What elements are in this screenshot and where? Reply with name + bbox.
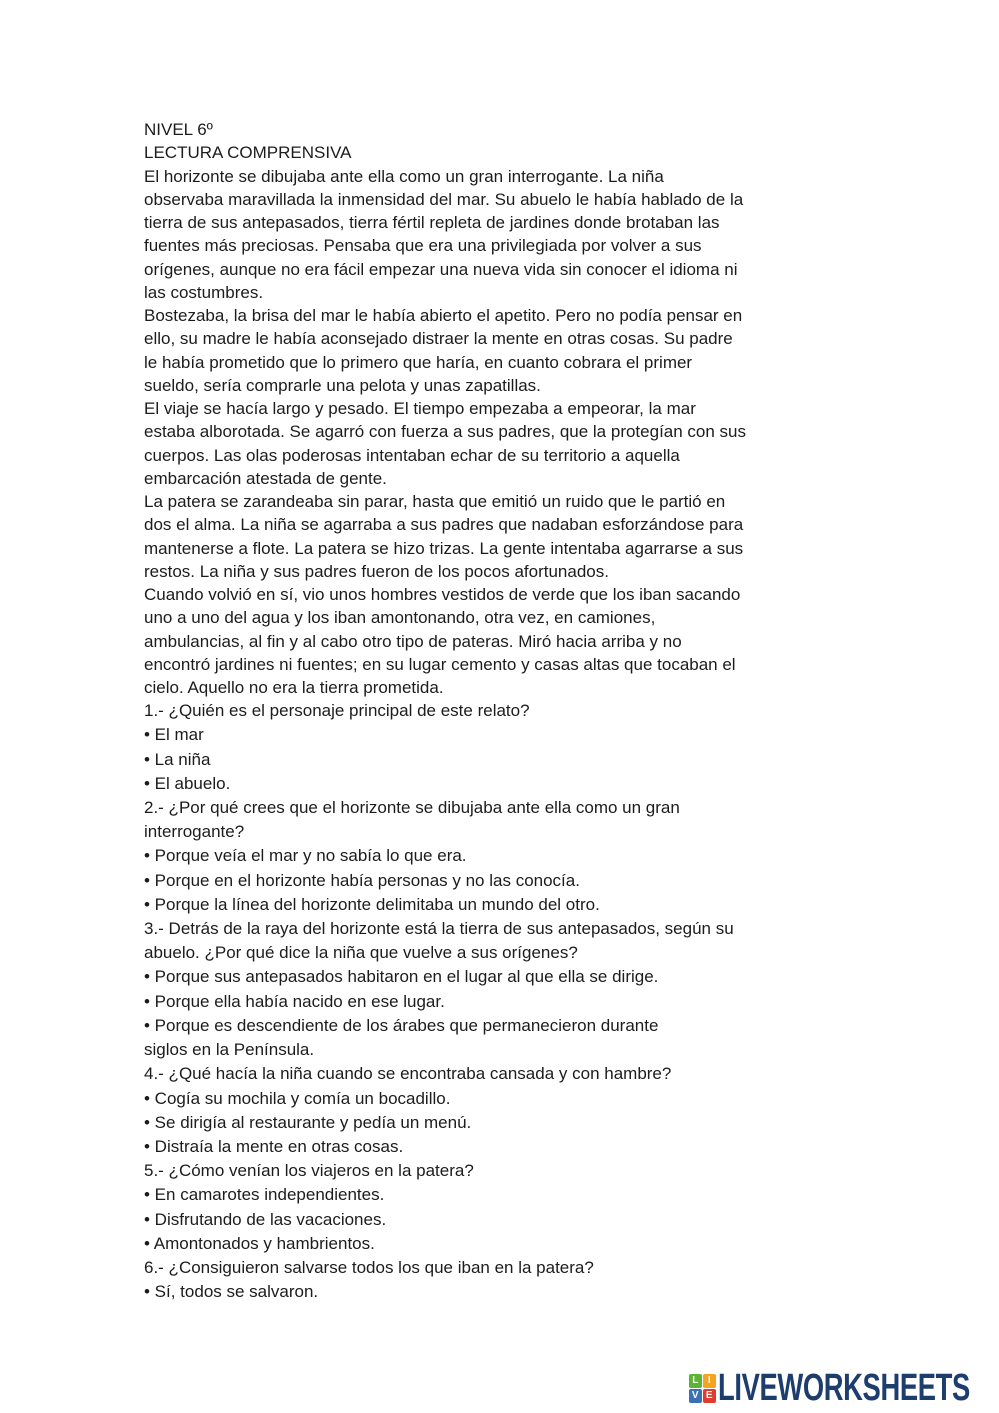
story-line: mantenerse a flote. La patera se hizo trizas. La gente intentaba agarrarse a sus [144, 538, 744, 558]
story-line: sueldo, sería comprarle una pelota y unas zapatillas. [144, 375, 541, 395]
story-line: fuentes más preciosas. Pensaba que era una privilegiada por volver a sus [144, 236, 702, 256]
story-line: uno a uno del agua y los iban amontonando, otra vez, en camiones, [144, 608, 656, 628]
level-label: NIVEL 6º [144, 120, 213, 139]
qa-line: 2.- ¿Por qué crees que el horizonte se dibujaba ante ella como un gran [144, 798, 680, 818]
story-line: encontró jardines ni fuentes; en su lugar cemento y casas altas que tocaban el [144, 654, 736, 674]
liveworksheets-icon [689, 1374, 716, 1403]
worksheet-title: LECTURA COMPRENSIVA [144, 143, 352, 163]
story-line: El viaje se hacía largo y pesado. El tiempo empezaba a empeorar, la mar [144, 399, 696, 418]
story-line: le había prometido que lo primero que haría, en cuanto cobrara el primer [144, 352, 693, 372]
story-line: observaba maravillada la inmensidad del mar. Su abuelo le había hablado de la [144, 189, 744, 209]
qa-line: 6.- ¿Consiguieron salvarse todos los que iban en la patera? [144, 1257, 594, 1277]
story-line: ambulancias, al fin y al cabo otro tipo de pateras. Miró hacia arriba y no [144, 631, 682, 651]
qa-line: • La niña [144, 749, 211, 769]
story-line: estaba alborotada. Se agarró con fuerza a sus padres, que la protegían con sus [144, 422, 747, 442]
qa-line: • Porque veía el mar y no sabía lo que era. [144, 846, 467, 866]
story-line: El horizonte se dibujaba ante ella como un gran interrogante. La niña [144, 166, 664, 186]
logo-tile-e: E [703, 1389, 716, 1403]
qa-line: • El mar [144, 725, 204, 745]
qa-line: • Cogía su mochila y comía un bocadillo. [144, 1088, 451, 1108]
liveworksheets-wordmark: LIVEWORKSHEETS [717, 1367, 970, 1409]
story-line: Bostezaba, la brisa del mar le había abierto el apetito. Pero no podía pensar en [144, 306, 743, 325]
qa-line: • Porque sus antepasados habitaron en el lugar al que ella se dirige. [144, 967, 659, 987]
story-line: dos el alma. La niña se agarraba a sus padres que nadaban esforzándose para [144, 515, 744, 535]
story-line: las costumbres. [144, 282, 264, 302]
questions-and-answers [144, 699, 944, 1304]
qa-line: • Porque en el horizonte había personas y no las conocía. [144, 870, 580, 890]
story-line: tierra de sus antepasados, tierra fértil repleta de jardines donde brotaban las [144, 213, 720, 232]
qa-line: • Porque ella había nacido en ese lugar. [144, 991, 445, 1011]
story-line: La patera se zarandeaba sin parar, hasta que emitió un ruido que le partió en [144, 492, 726, 511]
story-line: cuerpos. Las olas poderosas intentaban echar de su territorio a aquella [144, 445, 680, 465]
header-and-story [144, 118, 944, 699]
story-line: orígenes, aunque no era fácil empezar una nueva vida sin conocer el idioma ni [144, 259, 738, 279]
story-line: ello, su madre le había aconsejado distraer la mente en otras cosas. Su padre [144, 329, 733, 349]
qa-line: 4.- ¿Qué hacía la niña cuando se encontraba cansada y con hambre? [144, 1064, 672, 1084]
qa-line: • Porque es descendiente de los árabes que permanecieron durante [144, 1015, 659, 1035]
qa-line: abuelo. ¿Por qué dice la niña que vuelve a sus orígenes? [144, 943, 578, 963]
qa-line: • Distraía la mente en otras cosas. [144, 1136, 404, 1156]
qa-line: • Se dirigía al restaurante y pedía un menú. [144, 1112, 472, 1132]
logo-tile-i: I [703, 1374, 716, 1388]
qa-line: • Sí, todos se salvaron. [144, 1282, 319, 1302]
qa-line: • El abuelo. [144, 773, 231, 793]
logo-tile-v: V [689, 1389, 702, 1403]
qa-line: interrogante? [144, 822, 245, 842]
qa-line: • Amontonados y hambrientos. [144, 1233, 375, 1253]
story-line: Cuando volvió en sí, vio unos hombres vestidos de verde que los iban sacando [144, 585, 741, 604]
qa-line: siglos en la Península. [144, 1040, 315, 1060]
qa-line: • Disfrutando de las vacaciones. [144, 1209, 387, 1229]
story-line: restos. La niña y sus padres fueron de los pocos afortunados. [144, 561, 609, 581]
qa-line: 1.- ¿Quién es el personaje principal de este relato? [144, 701, 530, 721]
qa-line: • Porque la línea del horizonte delimitaba un mundo del otro. [144, 894, 600, 914]
story-line: cielo. Aquello no era la tierra prometida. [144, 678, 444, 697]
story-line: embarcación atestada de gente. [144, 468, 387, 488]
liveworksheets-logo[interactable] [689, 1367, 999, 1409]
story-paragraphs [144, 165, 944, 700]
qa-line: 5.- ¿Cómo venían los viajeros en la patera? [144, 1161, 474, 1181]
qa-line: 3.- Detrás de la raya del horizonte está la tierra de sus antepasados, según su [144, 919, 734, 939]
logo-tile-l: L [689, 1374, 702, 1388]
qa-line: • En camarotes independientes. [144, 1185, 385, 1205]
worksheet-text [144, 118, 944, 1304]
